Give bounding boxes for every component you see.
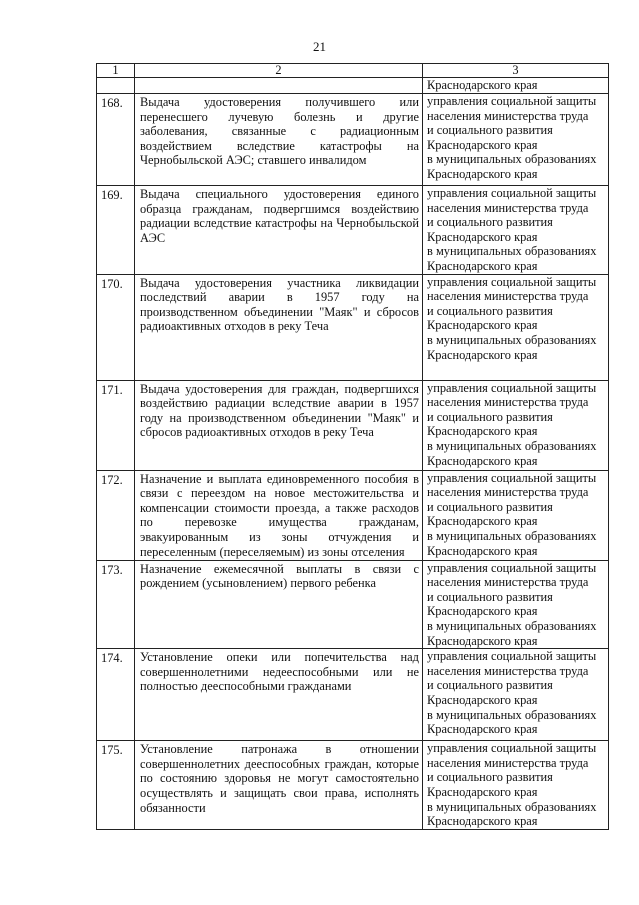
agency-line: в муниципальных образованиях (427, 332, 597, 347)
agency-line: Краснодарского края (427, 692, 538, 707)
agency-line: управления социальной защиты (427, 470, 597, 485)
agency-line: населения министерства труда (427, 575, 589, 590)
row-number: 175. (97, 741, 135, 830)
agency-line: населения министерства труда (427, 289, 589, 304)
responsible-agency (423, 649, 609, 741)
agency-line: в муниципальных образованиях (427, 799, 597, 814)
agency-line: Краснодарского края (427, 229, 538, 244)
agency-line: населения министерства труда (427, 755, 589, 770)
agency-line: населения министерства труда (427, 108, 589, 123)
agency-line: населения министерства труда (427, 663, 589, 678)
agency-line: Краснодарского края (427, 424, 538, 439)
agency-line: и социального развития (427, 770, 553, 785)
agency-line: и социального развития (427, 678, 553, 693)
agency-line: Краснодарского края (427, 166, 538, 181)
responsible-agency (423, 186, 609, 275)
agency-line: и социального развития (427, 409, 553, 424)
row-number: 172. (97, 470, 135, 560)
continuation-agency-cell: Краснодарского края (423, 78, 609, 94)
service-description: Установление патронажа в отношении совершеннолетних дееспособных граждан, которые по состоянию здоровья не могут самостоятельно осуществлять и защищать свои права, исполнять обязанности (135, 741, 423, 830)
table-row (97, 94, 609, 186)
column-number-3: 3 (423, 64, 609, 78)
responsible-agency (423, 470, 609, 560)
table-row (97, 470, 609, 560)
agency-line: в муниципальных образованиях (427, 438, 597, 453)
service-description: Установление опеки или попечительства над совершеннолетними недееспособными или не полностью дееспособными гражданами (135, 649, 423, 741)
agency-line: в муниципальных образованиях (427, 528, 597, 543)
responsible-agency (423, 380, 609, 470)
service-description: Назначение ежемесячной выплаты в связи с рождением (усыновлением) первого ребенка (135, 560, 423, 649)
responsible-agency (423, 741, 609, 830)
service-description: Назначение и выплата единовременного пособия в связи с переездом на новое местожительства и компенсации стоимости проезда, а также расходов по перевозке имущества гражданам, эвакуированным из зоны отчуждения и переселенным (переселяемым) из зоны отселения (135, 470, 423, 560)
agency-line: Краснодарского края (427, 347, 538, 362)
agency-line: в муниципальных образованиях (427, 707, 597, 722)
row-number: 174. (97, 649, 135, 741)
table-row (97, 560, 609, 649)
service-description: Выдача специального удостоверения единого образца гражданам, подвергшимся воздействию радиации вследствие катастрофы на Чернобыльской АЭС (135, 186, 423, 275)
agency-line: Краснодарского края (427, 604, 538, 619)
agency-line: и социального развития (427, 303, 553, 318)
agency-line: в муниципальных образованиях (427, 244, 597, 259)
table-row (97, 274, 609, 380)
agency-line: и социального развития (427, 499, 553, 514)
agency-line: Краснодарского края (427, 633, 538, 648)
service-description: Выдача удостоверения для граждан, подвергшихся воздействию радиации вследствие аварии в 1957 году на производственном объединении "Маяк" и сбросов радиоактивных отходов в реку Теча (135, 380, 423, 470)
agency-line: управления социальной защиты (427, 649, 597, 664)
table-row (97, 649, 609, 741)
responsible-agency (423, 94, 609, 186)
row-number: 171. (97, 380, 135, 470)
column-number-row (97, 64, 609, 78)
agency-line: управления социальной защиты (427, 94, 597, 108)
agency-line: Краснодарского края (427, 514, 538, 529)
table-row (97, 741, 609, 830)
agency-line: Краснодарского края (427, 722, 538, 737)
agency-line: и социального развития (427, 589, 553, 604)
agency-line: управления социальной защиты (427, 274, 597, 289)
agency-line: управления социальной защиты (427, 741, 597, 756)
agency-line: и социального развития (427, 215, 553, 230)
row-number: 169. (97, 186, 135, 275)
responsible-agency (423, 560, 609, 649)
continuation-num-cell (97, 78, 135, 94)
row-number: 173. (97, 560, 135, 649)
column-number-2: 2 (135, 64, 423, 78)
table-row (97, 380, 609, 470)
agency-line: Краснодарского края (427, 543, 538, 558)
table-row (97, 186, 609, 275)
continuation-row (97, 78, 609, 94)
agency-line: Краснодарского края (427, 318, 538, 333)
continuation-service-cell (135, 78, 423, 94)
agency-line: населения министерства труда (427, 395, 589, 410)
agency-line: Краснодарского края (427, 137, 538, 152)
agency-line: населения министерства труда (427, 485, 589, 500)
row-number: 170. (97, 274, 135, 380)
agency-line: и социального развития (427, 123, 553, 138)
services-table (96, 63, 609, 830)
agency-line: управления социальной защиты (427, 380, 597, 395)
column-number-1: 1 (97, 64, 135, 78)
page-number: 21 (313, 39, 326, 54)
service-description: Выдача удостоверения участника ликвидации последствий аварии в 1957 году на производственном объединении "Маяк" и сбросов радиоактивных отходов в реку Теча (135, 274, 423, 380)
agency-line: населения министерства труда (427, 200, 589, 215)
responsible-agency (423, 274, 609, 380)
agency-line: Краснодарского края (427, 784, 538, 799)
agency-line: в муниципальных образованиях (427, 152, 597, 167)
service-description: Выдача удостоверения получившего или перенесшего лучевую болезнь и другие заболевания, связанные с радиационным воздействием вследствие катастрофы на Чернобыльской АЭС; ставшего инвалидом (135, 94, 423, 186)
agency-line: управления социальной защиты (427, 560, 597, 575)
row-number: 168. (97, 94, 135, 186)
agency-line: в муниципальных образованиях (427, 618, 597, 633)
agency-line: Краснодарского края (427, 814, 538, 829)
agency-line: Краснодарского края (427, 453, 538, 468)
agency-line: управления социальной защиты (427, 186, 597, 200)
agency-line: Краснодарского края (427, 258, 538, 273)
